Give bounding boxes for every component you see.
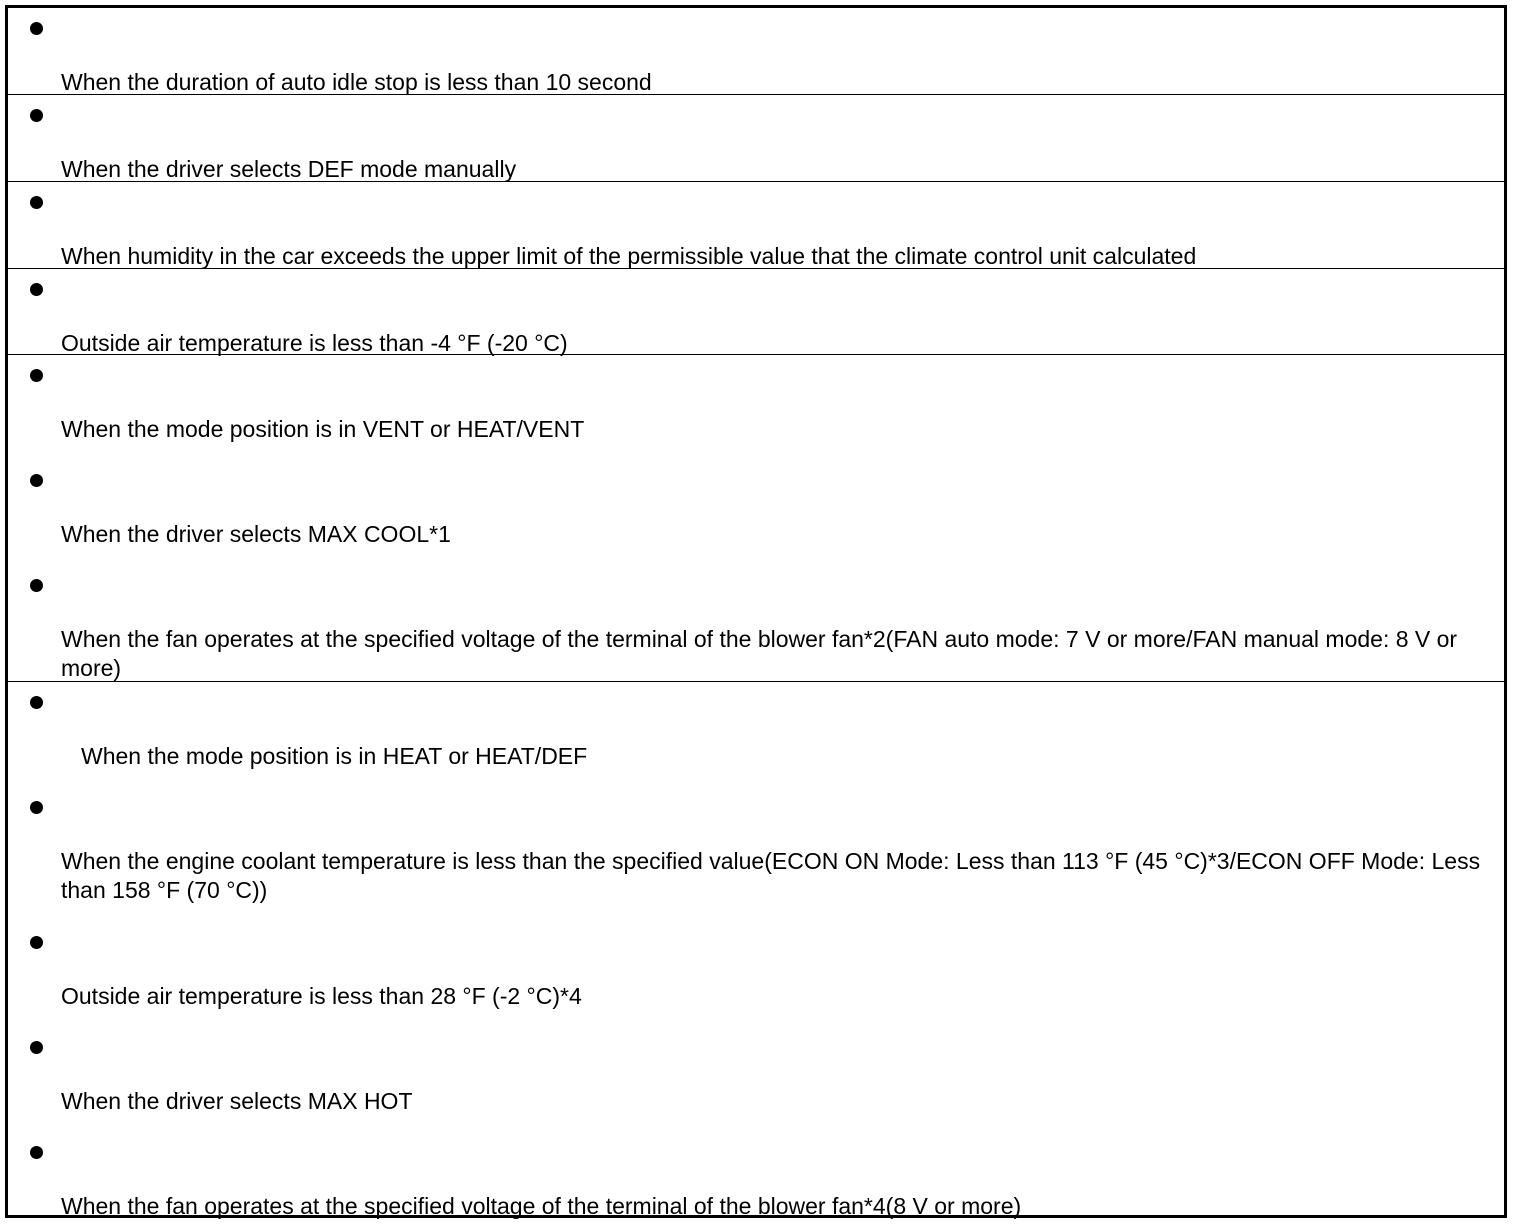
bullet-icon bbox=[30, 801, 43, 814]
row-divider bbox=[8, 354, 1504, 355]
condition-text: When the fan operates at the specified voltage of the terminal of the blower fan*4(8 V or more) bbox=[61, 1193, 1022, 1219]
condition-text: When the driver selects DEF mode manually bbox=[61, 156, 517, 182]
bullet-icon bbox=[30, 369, 43, 382]
bullet-icon bbox=[30, 696, 43, 709]
bullet-icon bbox=[30, 109, 43, 122]
condition-text: When the mode position is in VENT or HEAT/VENT bbox=[61, 416, 585, 442]
bullet-icon bbox=[30, 1146, 43, 1159]
row-divider bbox=[8, 181, 1504, 182]
row-divider bbox=[8, 94, 1504, 95]
row-divider bbox=[8, 268, 1504, 269]
bullet-icon bbox=[30, 579, 43, 592]
condition-text: When the driver selects MAX COOL*1 bbox=[61, 521, 451, 547]
condition-text: When the engine coolant temperature is less than the specified value(ECON ON Mode: Less than 113 °F (45 °C)*3/ECON OFF Mode: Less than 158 °F (70 °C)) bbox=[61, 848, 1481, 903]
condition-text: When the mode position is in HEAT or HEAT/DEF bbox=[81, 743, 588, 769]
condition-text: Outside air temperature is less than 28 °F (-2 °C)*4 bbox=[61, 983, 582, 1009]
condition-text: When the fan operates at the specified voltage of the terminal of the blower fan*2(FAN auto mode: 7 V or more/FAN manual mode: 8 V or more) bbox=[61, 626, 1458, 681]
bullet-icon bbox=[30, 474, 43, 487]
bullet-icon bbox=[30, 196, 43, 209]
bullet-icon bbox=[30, 936, 43, 949]
condition-text: When the driver selects MAX HOT bbox=[61, 1088, 413, 1114]
conditions-table bbox=[5, 5, 1507, 1218]
condition-text: Outside air temperature is less than -4 °F (-20 °C) bbox=[61, 330, 568, 356]
bullet-icon bbox=[30, 283, 43, 296]
condition-text: When humidity in the car exceeds the upper limit of the permissible value that the climate control unit calculated bbox=[61, 243, 1197, 269]
row-divider bbox=[8, 681, 1504, 682]
bullet-icon bbox=[30, 1041, 43, 1054]
bullet-icon bbox=[30, 22, 43, 35]
condition-text: When the duration of auto idle stop is less than 10 second bbox=[61, 69, 652, 95]
